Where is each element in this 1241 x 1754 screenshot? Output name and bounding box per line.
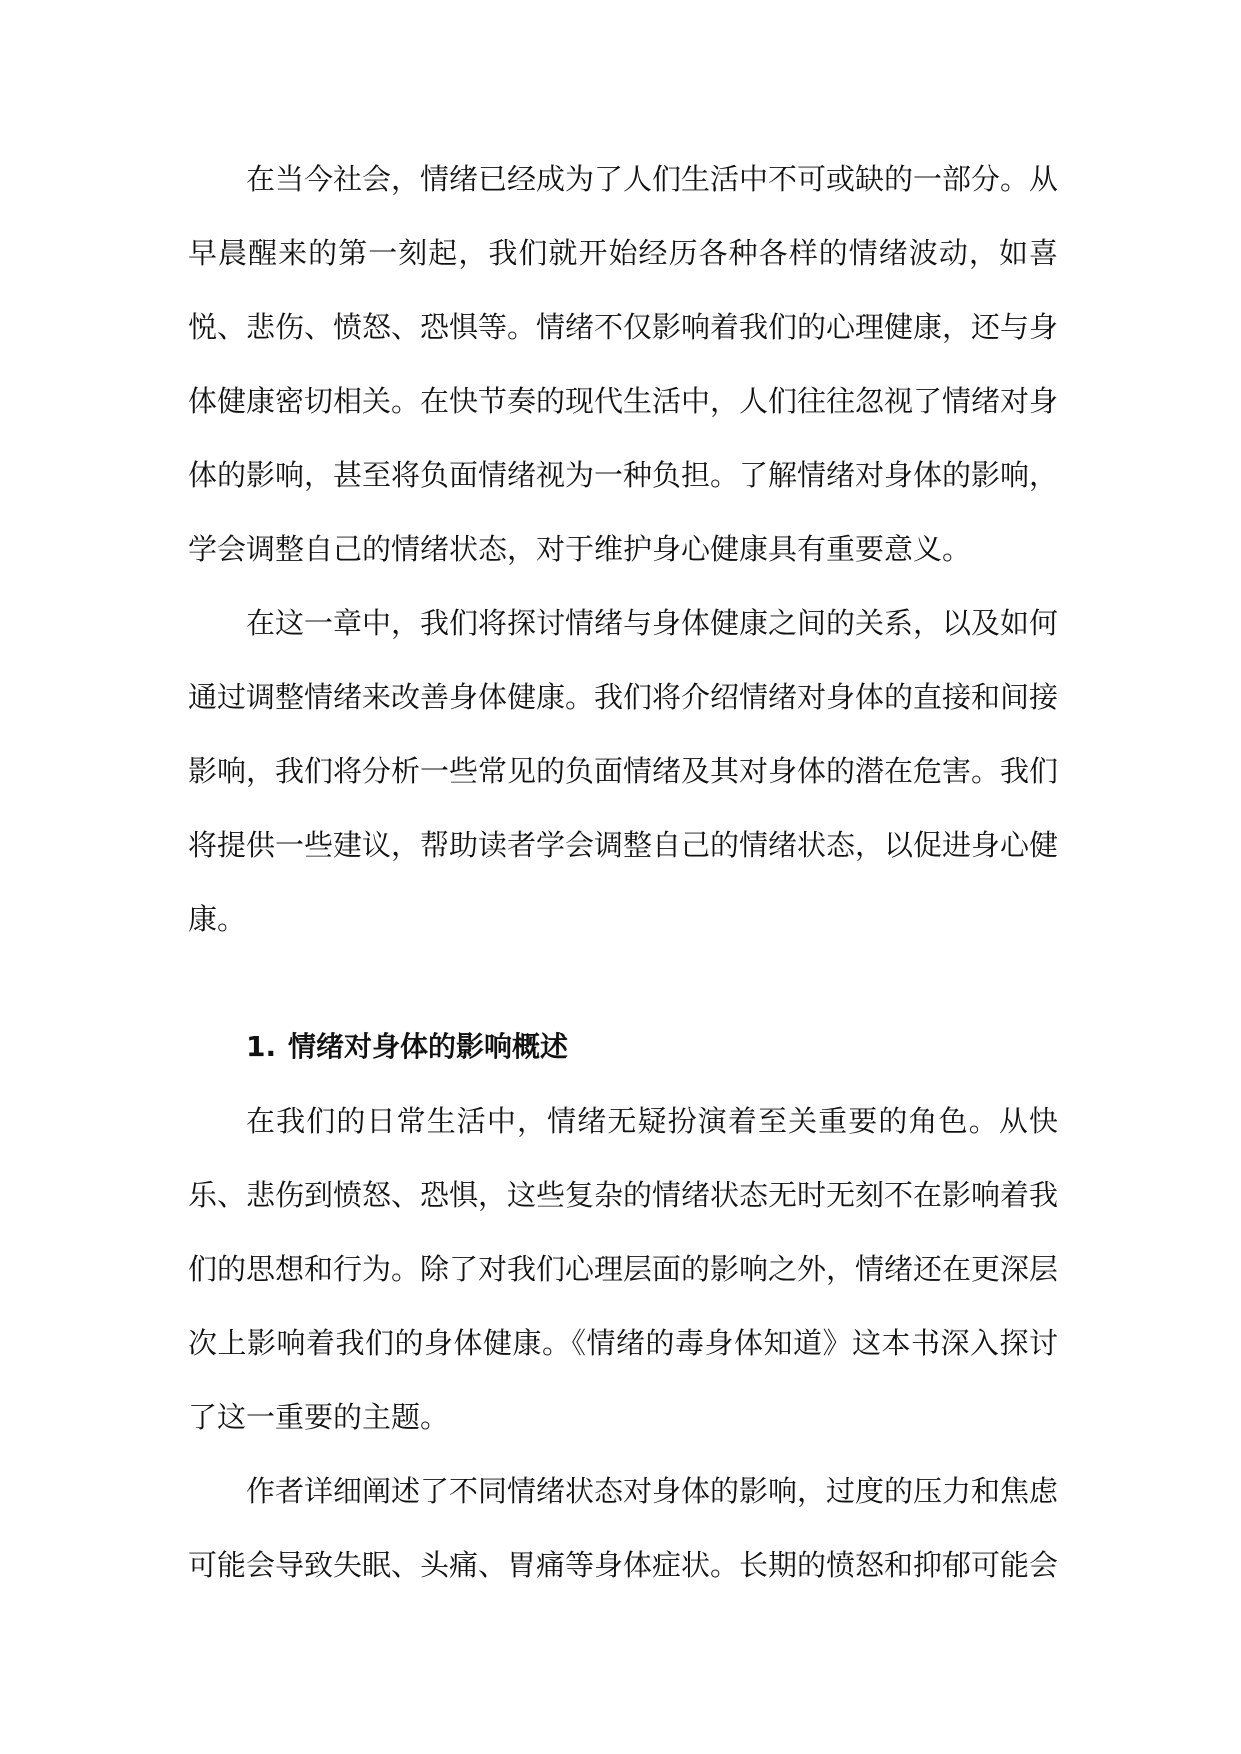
section-heading [188,1010,1058,1084]
intro-paragraph-1: 在当今社会，情绪已经成为了人们生活中不可或缺的一部分。从早晨醒来的第一刻起，我们就开始经历各种各样的情绪波动，如喜悦、悲伤、愤怒、恐惧等。情绪不仅影响着我们的心理健康，还与身体健康密切相关。在快节奏的现代生活中，人们往往忽视了情绪对身体的影响，甚至将负面情绪视为一种负担。了解情绪对身体的影响，学会调整自己的情绪状态，对于维护身心健康具有重要意义。 [188,162,1059,566]
section-paragraph-2: 作者详细阐述了不同情绪状态对身体的影响，过度的压力和焦虑可能会导致失眠、头痛、胃痛等身体症状。长期的愤怒和抑郁可能会 [188,1474,1059,1582]
section-paragraph-1: 在我们的日常生活中，情绪无疑扮演着至关重要的角色。从快乐、悲伤到愤怒、恐惧，这些复杂的情绪状态无时无刻不在影响着我们的思想和行为。除了对我们心理层面的影响之外，情绪还在更深层次上影响着我们的身体健康。《情绪的毒身体知道》这本书深入探讨了这一重要的主题。 [188,1104,1059,1434]
intro-paragraph-2: 在这一章中，我们将探讨情绪与身体健康之间的关系，以及如何通过调整情绪来改善身体健康。我们将介绍情绪对身体的直接和间接影响，我们将分析一些常见的负面情绪及其对身体的潜在危害。我们将提供一些建议，帮助读者学会调整自己的情绪状态，以促进身心健康。 [188,606,1059,936]
document-body [188,142,1058,1602]
section-title: 情绪对身体的影响概述 [288,1030,569,1063]
section-number: 1. [246,1030,277,1063]
